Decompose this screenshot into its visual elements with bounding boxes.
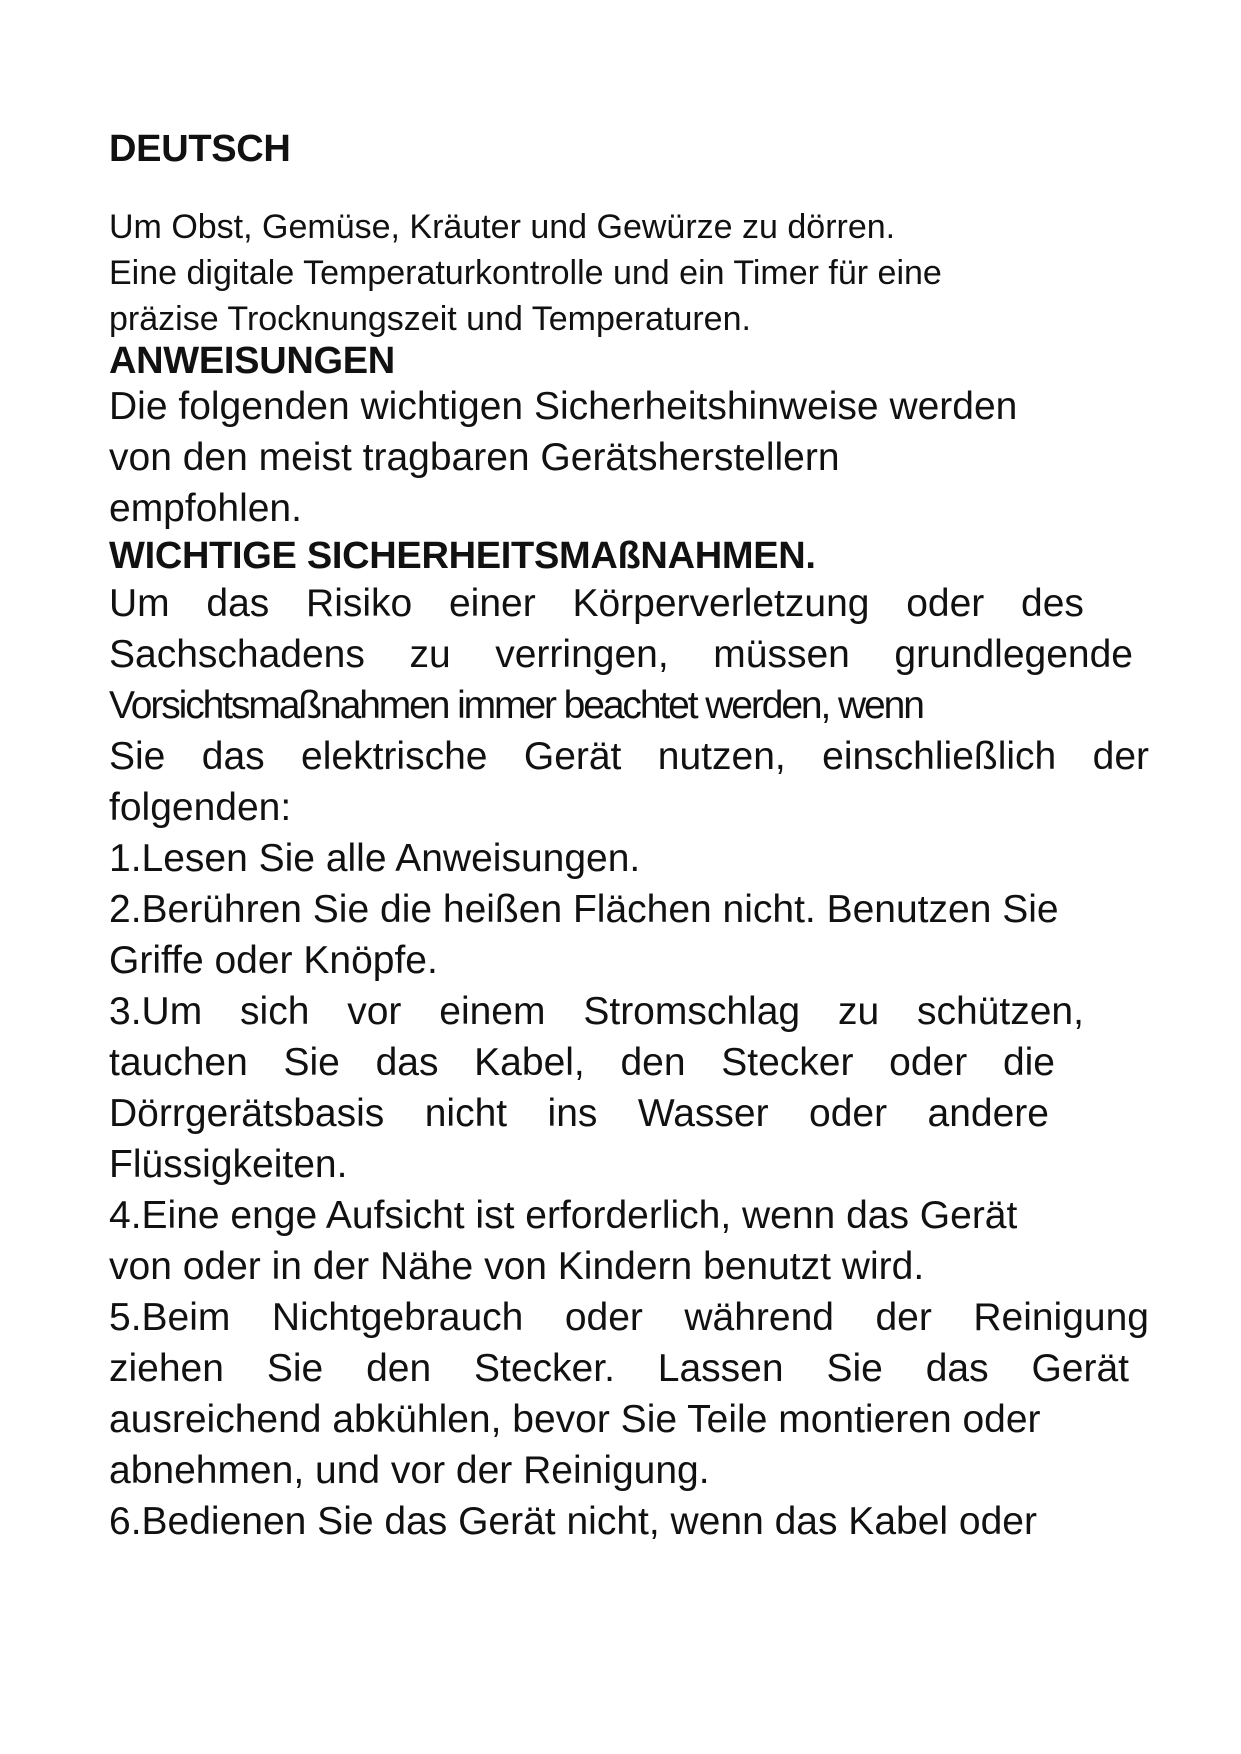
intro-line-1: Um Obst, Gemüse, Kräuter und Gewürze zu dörren. xyxy=(109,208,896,246)
word: Stecker xyxy=(721,1041,854,1084)
word: einer xyxy=(448,582,536,625)
word: 3.Um xyxy=(109,990,203,1033)
word: Stromschlag xyxy=(583,990,801,1033)
word: Risiko xyxy=(306,582,413,625)
word: Reinigung xyxy=(973,1296,1149,1339)
item-5-line-2 xyxy=(109,1343,1129,1394)
word: Sie xyxy=(283,1041,340,1084)
word: einem xyxy=(439,990,546,1033)
item-3-line-4: Flüssigkeiten. xyxy=(109,1143,348,1186)
word: Lassen xyxy=(657,1347,784,1390)
word: Sachschadens xyxy=(109,633,365,676)
item-5-line-4: abnehmen, und vor der Reinigung. xyxy=(109,1449,710,1492)
word: das xyxy=(206,582,270,625)
word: elektrische xyxy=(301,735,488,778)
word: das xyxy=(201,735,265,778)
safety-intro-line-5: folgenden: xyxy=(109,786,292,829)
word: Wasser xyxy=(637,1092,769,1135)
word: müssen xyxy=(713,633,850,676)
word: während xyxy=(684,1296,834,1339)
word: oder xyxy=(906,582,985,625)
word: den xyxy=(620,1041,686,1084)
item-3-line-1 xyxy=(109,986,1084,1037)
word: des xyxy=(1021,582,1084,625)
word: Gerät xyxy=(523,735,622,778)
word: andere xyxy=(927,1092,1049,1135)
instructions-heading: ANWEISUNGEN xyxy=(109,340,395,382)
instructions-line-1: Die folgenden wichtigen Sicherheitshinweise werden xyxy=(109,385,1018,428)
item-4-line-1: 4.Eine enge Aufsicht ist erforderlich, wenn das Gerät xyxy=(109,1194,1018,1237)
word: der xyxy=(1092,735,1149,778)
word: Sie xyxy=(109,735,166,778)
item-2-line-1: 2.Berühren Sie die heißen Flächen nicht. Benutzen Sie xyxy=(109,888,1059,931)
item-1-line-1: 1.Lesen Sie alle Anweisungen. xyxy=(109,837,641,880)
safety-intro-line-2 xyxy=(109,629,1133,680)
safety-intro-line-3: Vorsichtsmaßnahmen immer beachtet werden, wenn xyxy=(109,684,923,727)
word: oder xyxy=(564,1296,643,1339)
word: zu xyxy=(409,633,451,676)
word: Körperverletzung xyxy=(572,582,870,625)
word: das xyxy=(925,1347,989,1390)
word: nutzen, xyxy=(657,735,786,778)
word: das xyxy=(375,1041,439,1084)
word: der xyxy=(875,1296,932,1339)
word: ins xyxy=(547,1092,598,1135)
item-5-line-1 xyxy=(109,1292,1149,1343)
safety-heading: WICHTIGE SICHERHEITSMAßNAHMEN. xyxy=(109,535,816,577)
item-5-line-3: ausreichend abkühlen, bevor Sie Teile montieren oder xyxy=(109,1398,1041,1441)
word: schützen, xyxy=(916,990,1084,1033)
item-4-line-2: von oder in der Nähe von Kindern benutzt wird. xyxy=(109,1245,925,1288)
word: Sie xyxy=(826,1347,883,1390)
word: oder xyxy=(809,1092,888,1135)
word: verringen, xyxy=(495,633,669,676)
word: den xyxy=(366,1347,432,1390)
word: Sie xyxy=(266,1347,324,1390)
item-3-line-3 xyxy=(109,1088,1049,1139)
item-3-line-2 xyxy=(109,1037,1055,1088)
safety-intro-line-1 xyxy=(109,578,1084,629)
word: vor xyxy=(347,990,402,1033)
word: ziehen xyxy=(109,1347,224,1390)
word: Stecker. xyxy=(474,1347,615,1390)
word: sich xyxy=(240,990,310,1033)
word: nicht xyxy=(424,1092,508,1135)
safety-intro-line-4 xyxy=(109,731,1149,782)
language-heading: DEUTSCH xyxy=(109,128,291,170)
word: grundlegende xyxy=(894,633,1133,676)
intro-line-2: Eine digitale Temperaturkontrolle und ein Timer für eine xyxy=(109,254,942,292)
word: oder xyxy=(889,1041,968,1084)
word: Um xyxy=(109,582,170,625)
intro-line-3: präzise Trocknungszeit und Temperaturen. xyxy=(109,300,751,338)
word: einschließlich xyxy=(822,735,1057,778)
word: Dörrgerätsbasis xyxy=(109,1092,385,1135)
instructions-line-3: empfohlen. xyxy=(109,487,302,530)
word: Kabel, xyxy=(474,1041,585,1084)
word: tauchen xyxy=(109,1041,248,1084)
word: Nichtgebrauch xyxy=(271,1296,524,1339)
word: zu xyxy=(837,990,880,1033)
item-2-line-2: Griffe oder Knöpfe. xyxy=(109,939,438,982)
instructions-line-2: von den meist tragbaren Gerätsherstellern xyxy=(109,436,840,479)
word: 5.Beim xyxy=(109,1296,231,1339)
item-6-line-1: 6.Bedienen Sie das Gerät nicht, wenn das Kabel oder xyxy=(109,1500,1037,1543)
word: die xyxy=(1002,1041,1055,1084)
word: Gerät xyxy=(1031,1347,1129,1390)
